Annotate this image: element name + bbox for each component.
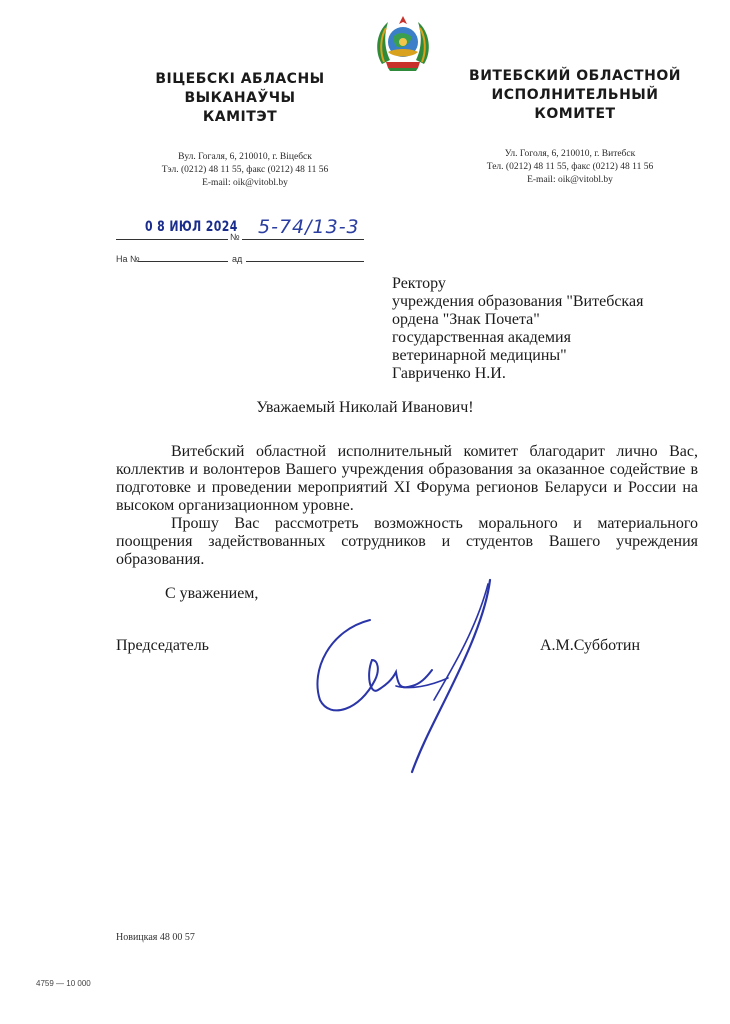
- address-line: Тэл. (0212) 48 11 55, факс (0212) 48 11 56: [161, 165, 329, 175]
- handwritten-signature: [300, 560, 520, 780]
- number-label: №: [230, 232, 240, 242]
- address-line: Тел. (0212) 48 11 55, факс (0212) 48 11 56: [486, 162, 654, 172]
- addressee-line: учреждения образования "Витебская: [392, 293, 644, 310]
- header-line: ИСПОЛНИТЕЛЬНЫЙ: [491, 87, 659, 103]
- addressee-line: Ректору: [392, 275, 446, 292]
- body-paragraph: Прошу Вас рассмотреть возможность морального и материального поощрения задействованных сотрудников и студентов Вашего учреждения образования.: [116, 515, 698, 568]
- date-underline: [116, 239, 228, 240]
- addressee-line: Гавриченко Н.И.: [392, 365, 506, 382]
- reply-date-underline: [246, 261, 364, 262]
- closing: С уважением,: [165, 585, 259, 602]
- address-belarusian: [140, 151, 350, 190]
- signatory-name: А.М.Субботин: [540, 637, 641, 654]
- reply-number-underline: [138, 261, 228, 262]
- letter-body: [116, 443, 698, 569]
- address-russian: [450, 148, 690, 187]
- body-paragraph: Витебский областной исполнительный комитет благодарит лично Вас, коллектив и волонтеров Вашего учреждения образования за оказанное содействие в подготовке и проведении мероприятий XI Форума регионов Беларуси и России на высоком организационном уровне.: [116, 443, 698, 514]
- addressee-line: ордена "Знак Почета": [392, 311, 540, 328]
- executor-phone: Новицкая 48 00 57: [116, 932, 195, 943]
- org-header-belarusian: [120, 70, 360, 127]
- state-emblem-icon: [372, 12, 434, 74]
- registration-number: 5-74/13-3: [258, 216, 360, 238]
- date-stamp: 0 8 ИЮЛ 2024: [145, 219, 238, 235]
- header-line: ВІЦЕБСКІ АБЛАСНЫ: [155, 71, 325, 87]
- number-underline: [242, 239, 364, 240]
- header-line: КОМИТЕТ: [534, 106, 616, 122]
- org-header-russian: [440, 67, 710, 124]
- address-line: Вул. Гогаля, 6, 210010, г. Віцебск: [178, 152, 312, 162]
- print-code: 4759 — 10 000: [36, 979, 91, 988]
- addressee-block: [392, 275, 643, 383]
- addressee-line: государственная академия: [392, 329, 571, 346]
- signatory-title: Председатель: [116, 637, 209, 654]
- header-line: КАМІТЭТ: [202, 109, 278, 125]
- address-line: E-mail: oik@vitobl.by: [527, 175, 613, 185]
- salutation: Уважаемый Николай Иванович!: [256, 399, 474, 416]
- header-line: ВИТЕБСКИЙ ОБЛАСТНОЙ: [469, 68, 681, 84]
- addressee-line: ветеринарной медицины": [392, 347, 567, 364]
- header-line: ВЫКАНАЎЧЫ: [184, 90, 296, 106]
- address-line: E-mail: oik@vitobl.by: [202, 178, 288, 188]
- reply-from-label: ад: [232, 254, 243, 264]
- reply-label: На №: [116, 254, 140, 264]
- address-line: Ул. Гоголя, 6, 210010, г. Витебск: [504, 149, 636, 159]
